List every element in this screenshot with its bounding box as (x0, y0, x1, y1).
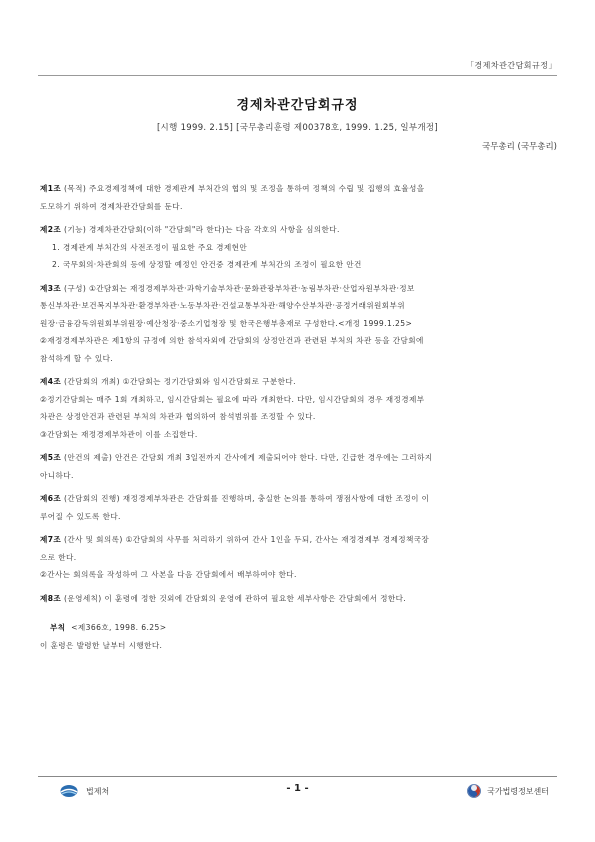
article-text: (구성) ①간담회는 재정경제부차관·과학기술부차관·문화관광부차관·농림부차관·산업자원부차관·정보 (63, 283, 415, 293)
article-4-line-1 (40, 373, 555, 391)
supplementary-note: <제366호, 1998. 6.25> (71, 623, 167, 632)
article-text: (간담회의 개최) ①간담회는 정기간담회와 임시간담회로 구분한다. (63, 377, 296, 386)
article-5-line-1 (40, 449, 555, 467)
page-number: - 1 - (286, 783, 309, 794)
article-4-line-3: 차관은 상정안건과 관련된 부처의 차관과 협의하여 참석범위를 조정할 수 있다. (40, 412, 316, 421)
footer-right (467, 784, 549, 798)
document-title: 경제차관간담회규정 (236, 98, 359, 113)
enforcement-info: [시행 1999. 2.15] [국무총리훈령 제00378호, 1999. 1.25, 일부개정] (156, 123, 439, 133)
document-body (40, 180, 555, 654)
article-8-line-1 (40, 590, 555, 608)
running-header: 「경제차관간담회규정」 (465, 61, 557, 70)
article-6-line-1 (40, 490, 555, 508)
article-2-item-2: 2. 국무회의·차관회의 등에 상정할 예정인 안건중 경제관계 부처간의 조정이 필요한 안건 (52, 260, 362, 269)
supplementary-heading (40, 619, 555, 637)
article-4-line-2: ②정기간담회는 매주 1회 개최하고, 임시간담회는 필요에 따라 개최한다. 다만, 임시간담회의 경우 재정경제부 (40, 394, 425, 404)
article-3-line-2: 통신부차관·보건복지부차관·환경부차관·노동부차관·건설교통부차관·해양수산부차관·공정거래위원회부위 (40, 301, 405, 310)
article-number: 제8조 (40, 593, 62, 603)
article-1-line-1 (40, 180, 555, 198)
article-3-line-3: 원장·금융감독위원회부위원장·예산청장·중소기업청장 및 한국은행부총재로 구성한다.<개정 1999.1.25> (40, 318, 413, 328)
article-text: (안건의 제출) 안건은 간담회 개최 3일전까지 간사에게 제출되어야 한다. 다만, 긴급한 경우에는 그러하지 (63, 453, 433, 462)
article-text: (목적) 주요경제정책에 대한 경제관계 부처간의 협의 및 조정을 통하여 정책의 수립 및 집행의 효율성을 (63, 184, 425, 193)
article-text: (간담회의 진행) 재정경제부차관은 간담회를 진행하며, 충실한 논의를 통하여 쟁점사항에 대한 조정이 이 (63, 494, 430, 503)
article-number: 제6조 (40, 494, 62, 503)
article-number: 제3조 (40, 283, 62, 293)
article-2-line-1 (40, 221, 555, 239)
law-center-logo-icon (467, 784, 481, 798)
article-text: (간사 및 회의록) ①간담회의 사무를 처리하기 위하여 간사 1인을 두되, 간사는 재정경제부 경제정책국장 (63, 535, 430, 544)
article-text: (기능) 경제차관간담회(이하 "간담회"라 한다)는 다음 각호의 사항을 심의한다. (63, 225, 340, 234)
supplementary-label: 부칙 (50, 623, 66, 632)
article-3-line-5: 참석하게 할 수 있다. (40, 353, 114, 363)
article-1-line-2: 도모하기 위하여 경제차관간담회를 둔다. (40, 201, 183, 211)
article-7-line-3: ②간사는 회의록을 작성하여 그 사본을 다음 간담회에서 배부하여야 한다. (40, 570, 297, 579)
article-2-item-1: 1. 경제관계 부처간의 사전조정이 필요한 주요 경제현안 (52, 242, 248, 252)
article-7-line-2: 으로 한다. (40, 552, 77, 562)
article-number: 제5조 (40, 453, 62, 462)
article-7-line-1 (40, 531, 555, 549)
header-divider (38, 75, 557, 76)
article-number: 제7조 (40, 535, 62, 544)
department-label: 국무총리 (국무총리) (481, 142, 557, 152)
article-4-line-4: ③간담회는 재정경제부차관이 이를 소집한다. (40, 429, 198, 439)
footer-divider (38, 776, 557, 777)
supplementary-text: 이 훈령은 발령한 날부터 시행한다. (40, 640, 163, 650)
article-text: (운영세칙) 이 훈령에 정한 것외에 간담회의 운영에 관하여 필요한 세부사항은 간담회에서 정한다. (63, 593, 407, 603)
article-6-line-2: 루어질 수 있도록 한다. (40, 511, 121, 521)
article-number: 제4조 (40, 377, 62, 386)
footer-center-name: 국가법령정보센터 (487, 786, 549, 796)
article-3-line-4: ②재정경제부차관은 제1항의 규정에 의한 참석자외에 간담회의 상정안건과 관련된 부처의 차관 등을 간담회에 (40, 336, 424, 345)
article-number: 제2조 (40, 225, 62, 234)
article-number: 제1조 (40, 184, 62, 193)
footer-agency: 법제처 (86, 786, 110, 796)
article-5-line-2: 아니하다. (40, 470, 74, 480)
article-3-line-1 (40, 280, 555, 298)
